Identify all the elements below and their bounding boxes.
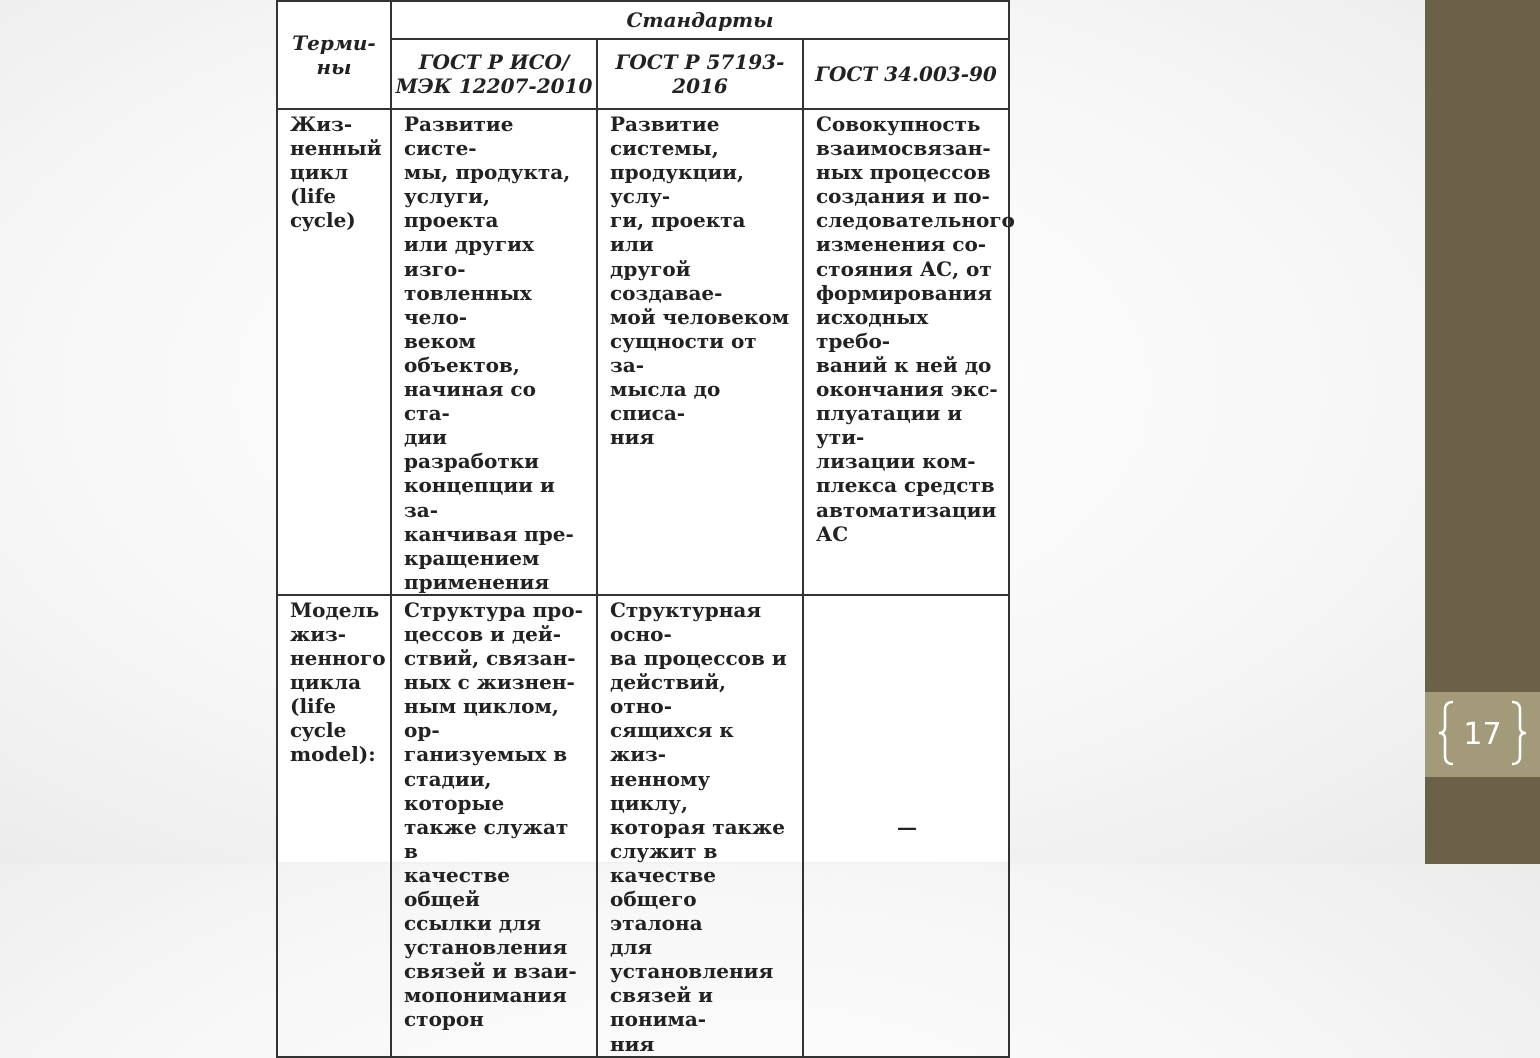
term-cell: Модель жиз- ненного цикла (life cycle model):: [277, 595, 391, 1057]
page-number: 17: [1463, 717, 1502, 752]
table-row-life-cycle-model: [277, 595, 1009, 1057]
standards-table: [276, 0, 1015, 1058]
column-header-gost-iso-12207: ГОСТ Р ИСО/ МЭК 12207-2010: [391, 39, 597, 109]
definition-cell: Совокупность взаимосвязан- ных процессов создания и по- следовательного изменения со- стояния АС, от формирования исходных требо- ваний к ней до окончания экс- плуатации и ути- лизации ком- плекса средств автоматизации АС: [803, 109, 1009, 595]
header-row: [277, 1, 1009, 39]
table-row-life-cycle: [277, 109, 1009, 595]
term-cell: Жиз- ненный цикл (life cycle): [277, 109, 391, 595]
terms-header: Терми- ны: [277, 1, 391, 109]
definition-cell: Структурная осно- ва процессов и действий, отно- сящихся к жиз- ненному циклу, которая также служит в качестве общего эталона для установления связей и понима- ния: [597, 595, 803, 1057]
empty-definition-cell: —: [803, 595, 1009, 1057]
definition-cell: Структура про- цессов и дей- ствий, связан- ных с жизнен- ным циклом, ор- ганизуемых в стадии, которые также служат в качестве общей ссылки для установления связей и взаи- мопонимания сторон: [391, 595, 597, 1057]
column-header-gost-34003: ГОСТ 34.003-90: [803, 39, 1009, 109]
standards-table-image: [276, 0, 1015, 1056]
definition-cell: Развитие системы, продукции, услу- ги, проекта или другой создавае- мой человеком сущности от за- мысла до списа- ния: [597, 109, 803, 595]
standards-header: Стандарты: [391, 1, 1009, 39]
page-number-box: [1425, 692, 1540, 777]
column-header-gost-57193: ГОСТ Р 57193-2016: [597, 39, 803, 109]
definition-cell: Развитие систе- мы, продукта, услуги, проекта или других изго- товленных чело- веком объектов, начиная со ста- дии разработки концепции и за- канчивая пре- кращением применения: [391, 109, 597, 595]
